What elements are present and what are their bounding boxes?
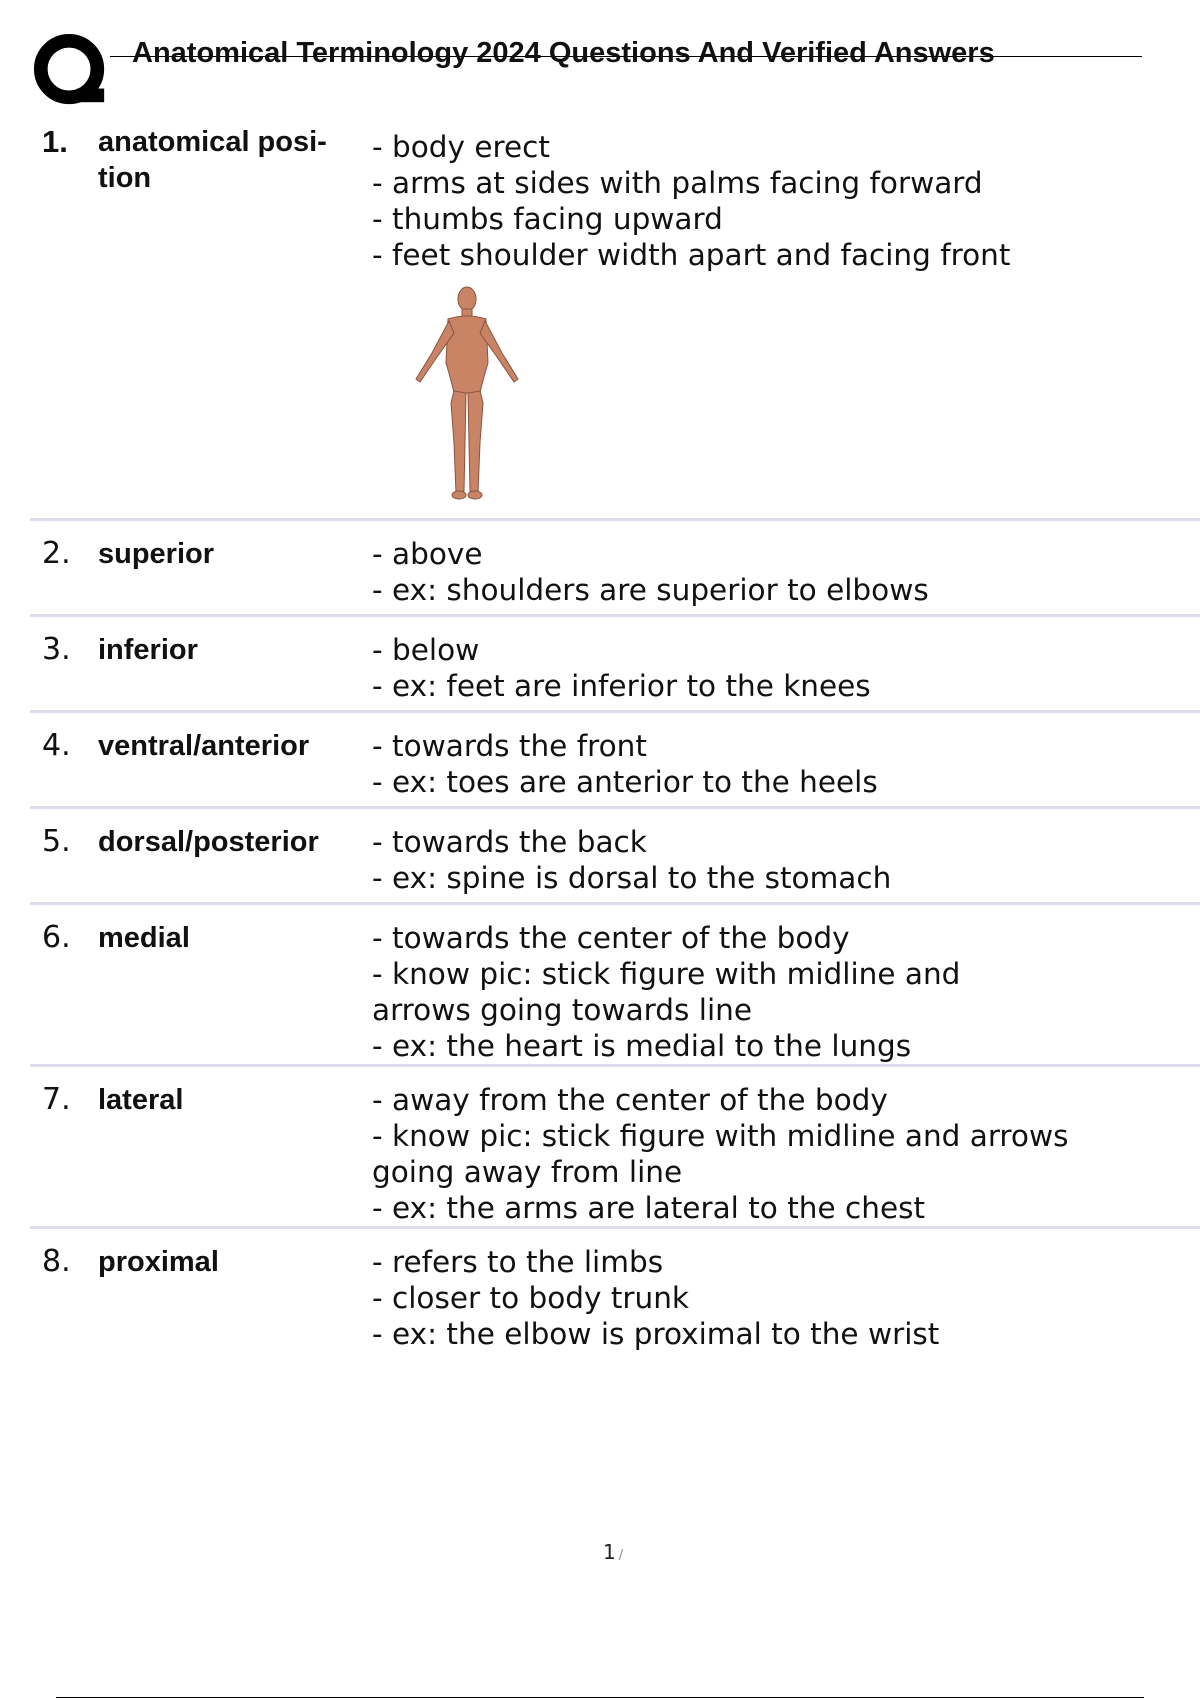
qa-row bbox=[30, 617, 1200, 713]
term: superior bbox=[98, 538, 215, 570]
term: lateral bbox=[98, 1084, 184, 1116]
answer-line: arrows going towards line bbox=[372, 993, 752, 1027]
footer-rule bbox=[56, 1697, 1144, 1698]
answer-line: - arms at sides with palms facing forward bbox=[372, 166, 983, 200]
answer bbox=[372, 124, 1200, 273]
answer bbox=[372, 713, 1200, 800]
answer-line: - below bbox=[372, 633, 480, 667]
item-number: 7. bbox=[42, 1082, 71, 1117]
item-number: 8. bbox=[42, 1244, 71, 1279]
q-logo-icon bbox=[32, 32, 110, 110]
page-number bbox=[603, 1540, 623, 1564]
answer-line: - ex: the elbow is proximal to the wrist bbox=[372, 1317, 940, 1351]
answer-line: - ex: toes are anterior to the heels bbox=[372, 765, 878, 799]
answer bbox=[372, 521, 1200, 608]
qa-row bbox=[30, 1229, 1200, 1369]
item-number: 1. bbox=[42, 124, 68, 159]
answer bbox=[372, 1067, 1200, 1226]
item-number: 6. bbox=[42, 920, 71, 955]
qa-row bbox=[30, 1067, 1200, 1229]
answer-line: - towards the back bbox=[372, 825, 647, 859]
page-separator: / bbox=[618, 1548, 624, 1563]
answer-line: going away from line bbox=[372, 1155, 683, 1189]
term: proximal bbox=[98, 1246, 219, 1278]
answer-line: - know pic: stick figure with midline and arrows bbox=[372, 1119, 1069, 1153]
answer-line: - feet shoulder width apart and facing front bbox=[372, 238, 1011, 272]
answer-line: - above bbox=[372, 537, 483, 571]
qa-list bbox=[30, 124, 1200, 1369]
answer-line: - towards the center of the body bbox=[372, 921, 850, 955]
qa-row bbox=[30, 521, 1200, 617]
document-title: Anatomical Terminology 2024 Questions And Verified Answers bbox=[132, 37, 995, 69]
anatomical-figure-image bbox=[402, 283, 532, 505]
answer bbox=[372, 809, 1200, 896]
term: dorsal/posterior bbox=[98, 826, 319, 858]
figure-container bbox=[30, 273, 1200, 518]
answer-line: - ex: the heart is medial to the lungs bbox=[372, 1029, 912, 1063]
answer-line: - body erect bbox=[372, 130, 550, 164]
item-number: 4. bbox=[42, 728, 71, 763]
answer-line: - ex: spine is dorsal to the stomach bbox=[372, 861, 892, 895]
term: ventral/anterior bbox=[98, 730, 310, 762]
answer-line: - closer to body trunk bbox=[372, 1281, 690, 1315]
answer-line: - thumbs facing upward bbox=[372, 202, 723, 236]
answer-line: - away from the center of the body bbox=[372, 1083, 888, 1117]
answer-line: - ex: shoulders are superior to elbows bbox=[372, 573, 929, 607]
item-number: 2. bbox=[42, 536, 71, 571]
term: anatomical posi- tion bbox=[98, 126, 327, 194]
qa-row bbox=[30, 124, 1200, 521]
answer bbox=[372, 905, 1200, 1064]
term: medial bbox=[98, 922, 190, 954]
answer-line: - know pic: stick figure with midline and bbox=[372, 957, 961, 991]
qa-row bbox=[30, 809, 1200, 905]
qa-row bbox=[30, 905, 1200, 1067]
answer-line: - towards the front bbox=[372, 729, 647, 763]
item-number: 5. bbox=[42, 824, 71, 859]
answer-line: - ex: the arms are lateral to the chest bbox=[372, 1191, 926, 1225]
item-number: 3. bbox=[42, 632, 71, 667]
answer bbox=[372, 1229, 1200, 1352]
qa-row bbox=[30, 713, 1200, 809]
answer bbox=[372, 617, 1200, 704]
answer-line: - refers to the limbs bbox=[372, 1245, 664, 1279]
term: inferior bbox=[98, 634, 198, 666]
answer-line: - ex: feet are inferior to the knees bbox=[372, 669, 871, 703]
page-number-value: 1 bbox=[603, 1540, 616, 1564]
